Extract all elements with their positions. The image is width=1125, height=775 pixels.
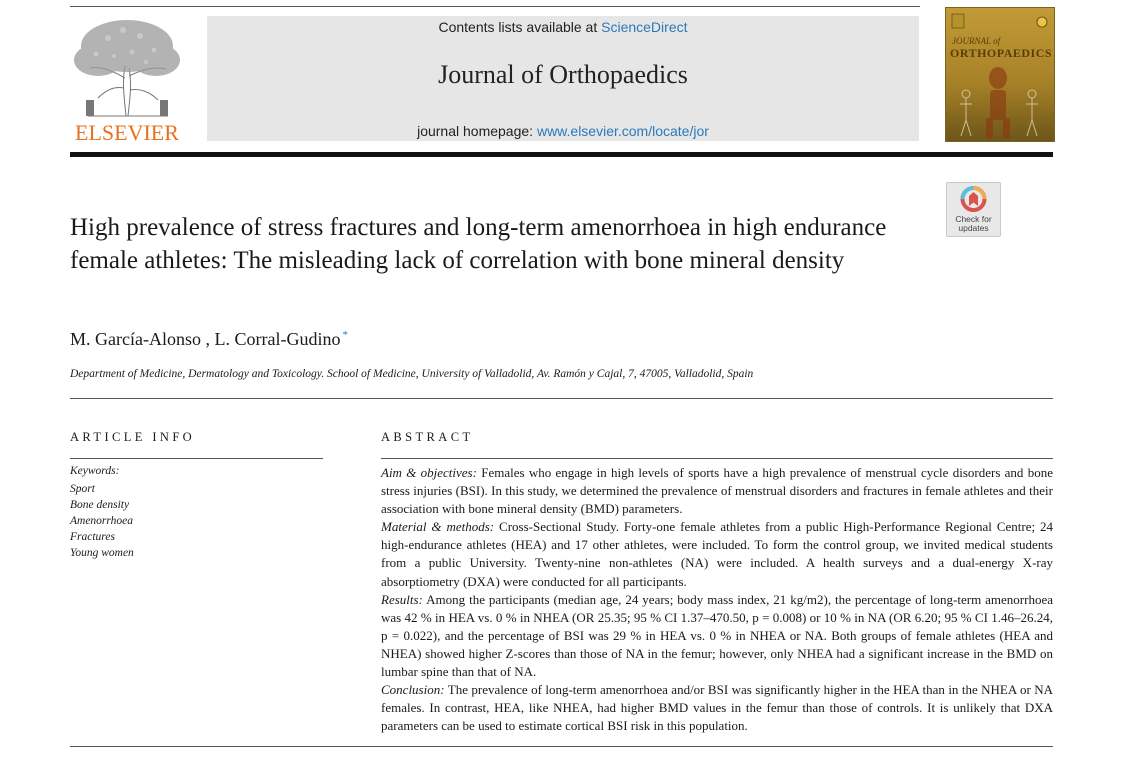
check-label-line2: updates (958, 223, 989, 233)
publisher-wordmark[interactable]: ELSEVIER (75, 120, 179, 145)
abstract-section-conclusion (381, 681, 1053, 735)
abstract-text-aim: Females who engage in high levels of sports have a high prevalence of menstrual cycle disorders and bone stress injuries (BSI). In this study, we determined the prevalence of menstrual disorders and fractures in female athletes and their association with bone mineral density (BMD) parameters. (381, 465, 1053, 517)
contents-line (207, 19, 919, 35)
check-for-updates-button[interactable] (946, 182, 1001, 237)
article-info-rule (70, 458, 323, 459)
author-garcia-alonso[interactable]: M. García-Alonso (70, 329, 201, 349)
abstract-label-conclusion: Conclusion: (381, 682, 445, 698)
article-title: High prevalence of stress fractures and long-term amenorrhoea in high endurance female athletes: The misleading lack of correlation with bone mineral density (70, 214, 887, 274)
abstract-section-aim (381, 464, 1053, 518)
abstract-bottom-rule (70, 746, 1053, 747)
abstract-text-results: Among the participants (median age, 24 years; body mass index, 21 kg/m2), the percentage of long-term amenorrhoea was 42 % in HEA vs. 0 % in NHEA (OR 25.35; 95 % CI 1.37–470.50, p = 0.008) or 10 % in NA (OR 6.20; 95 % CI 1.46–26.24, p = 0.022), and the percentage of BSI was 29 % in HEA vs. 0 % in NHEA or NA. Both groups of female athletes (HEA and NHEA) showed higher Z-scores than those of NA in the femur; however, only NHEA had a significant increase in the BMD on lumbar spine than that of NA. (381, 591, 1053, 680)
author-corral-gudino[interactable]: L. Corral-Gudino (214, 329, 341, 349)
author-list (70, 329, 348, 350)
abstract-body (381, 464, 1053, 735)
affiliation: Department of Medicine, Dermatology and Toxicology. School of Medicine, University of Valladolid, Av. Ramón y Cajal, 7, 47005, Valladolid, Spain (70, 368, 754, 380)
abstract-section-methods (381, 518, 1053, 590)
check-for-updates-label (947, 215, 1000, 233)
cover-skeleton-icon (946, 8, 1054, 141)
journal-header-box (207, 16, 919, 141)
abstract-section-results (381, 591, 1053, 681)
title-separator-rule (70, 398, 1053, 399)
abstract-label-methods: Material & methods: (381, 519, 495, 535)
check-for-updates-icon (960, 186, 987, 214)
abstract-label-results: Results: (381, 591, 423, 607)
keyword-item[interactable]: Fractures (70, 531, 115, 543)
corresponding-author-mark[interactable]: * (342, 329, 348, 341)
keywords-list (70, 481, 134, 561)
cover-orthopaedics: ORTHOPAEDICS (950, 46, 1053, 60)
keyword-item[interactable]: Young women (70, 547, 134, 559)
keyword-item[interactable]: Amenorrhoea (70, 515, 134, 527)
journal-title: Journal of Orthopaedics (438, 60, 688, 89)
journal-cover-thumbnail[interactable] (945, 7, 1055, 142)
homepage-prefix: journal homepage: (417, 123, 537, 139)
check-label-line1: Check for (955, 214, 992, 224)
cover-journal-of: JOURNAL of (952, 36, 1001, 46)
abstract-text-methods: Cross-Sectional Study. Forty-one female athletes from a public High-Performance Regional Centre; 24 high-endurance athletes (HEA) and 17 other athletes, were included. To form the control group, we invited medical students from a public University. Twenty-nine non-athletes (NA) were included. A health surveys and a dual-energy X-ray absorptiometry (DXA) were conducted for all participants. (381, 519, 1053, 589)
contents-prefix: Contents lists available at (438, 19, 602, 35)
keywords-label: Keywords: (70, 465, 120, 477)
abstract-label-aim: Aim & objectives: (381, 465, 477, 480)
abstract-text-conclusion: The prevalence of long-term amenorrhoea and/or BSI was significantly higher in the HEA than in the NHEA or NA females. In contrast, HEA, like NHEA, had higher BMD values in the femur than those of controls. It is unlikely that DXA parameters can be used to estimate cortical BSI risk in this population. (381, 682, 1053, 734)
homepage-line (207, 123, 919, 139)
keyword-item[interactable]: Bone density (70, 499, 130, 511)
abstract-rule (381, 458, 1053, 459)
journal-homepage-link[interactable]: www.elsevier.com/locate/jor (536, 123, 709, 139)
tree-logo-icon (68, 16, 186, 120)
header-top-rule (70, 6, 920, 7)
sciencedirect-link[interactable]: ScienceDirect (601, 19, 688, 35)
article-info-heading: ARTICLE INFO (70, 430, 196, 444)
author-separator: , (200, 329, 215, 349)
abstract-heading: ABSTRACT (381, 430, 474, 444)
keyword-item[interactable]: Sport (70, 483, 95, 495)
header-thick-rule (70, 152, 1053, 157)
